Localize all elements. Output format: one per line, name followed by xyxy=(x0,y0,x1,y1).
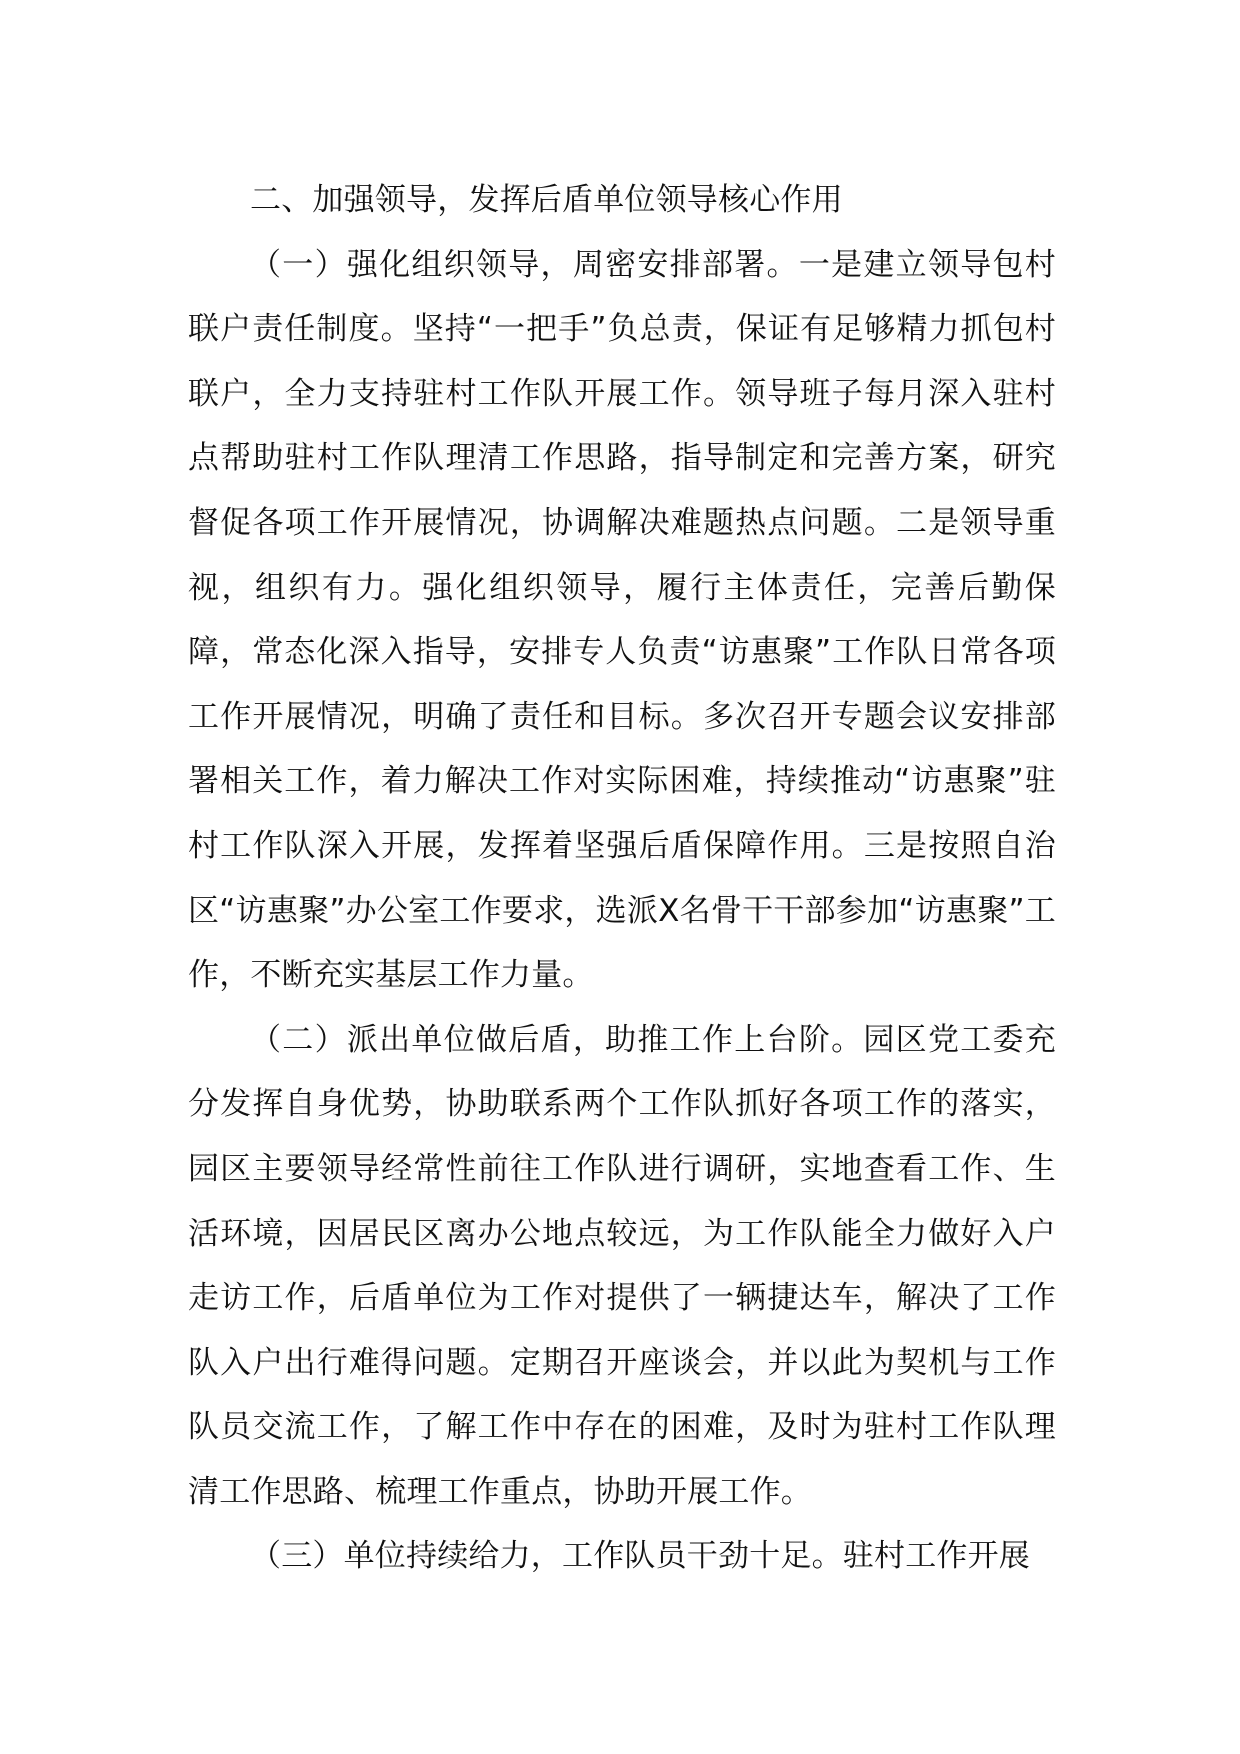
document-body xyxy=(188,168,1056,1589)
paragraph-3: （三）单位持续给力，工作队员干劲十足。驻村工作开展 xyxy=(250,1538,1030,1575)
paragraph-1: （一）强化组织领导，周密安排部署。一是建立领导包村联户责任制度。坚持“一把手”负总责，保证有足够精力抓包村联户，全力支持驻村工作队开展工作。领导班子每月深入驻村点帮助驻村工作队理清工作思路，指导制定和完善方案，研究督促各项工作开展情况，协调解决难题热点问题。二是领导重视，组织有力。强化组织领导，履行主体责任，完善后勤保障，常态化深入指导，安排专人负责“访惠聚”工作队日常各项工作开展情况，明确了责任和目标。多次召开专题会议安排部署相关工作，着力解决工作对实际困难，持续推动“访惠聚”驻村工作队深入开展，发挥着坚强后盾保障作用。三是按照自治区“访惠聚”办公室工作要求，选派X名骨干干部参加“访惠聚”工作，不断充实基层工作力量。 xyxy=(188,246,1056,994)
paragraph-2: （二）派出单位做后盾，助推工作上台阶。园区党工委充分发挥自身优势，协助联系两个工作队抓好各项工作的落实，园区主要领导经常性前往工作队进行调研，实地查看工作、生活环境，因居民区离办公地点较远，为工作队能全力做好入户走访工作，后盾单位为工作对提供了一辆捷达车，解决了工作队入户出行难得问题。定期召开座谈会，并以此为契机与工作队员交流工作，了解工作中存在的困难，及时为驻村工作队理清工作思路、梳理工作重点，协助开展工作。 xyxy=(188,1021,1056,1510)
section-heading: 二、加强领导，发挥后盾单位领导核心作用 xyxy=(250,182,843,218)
